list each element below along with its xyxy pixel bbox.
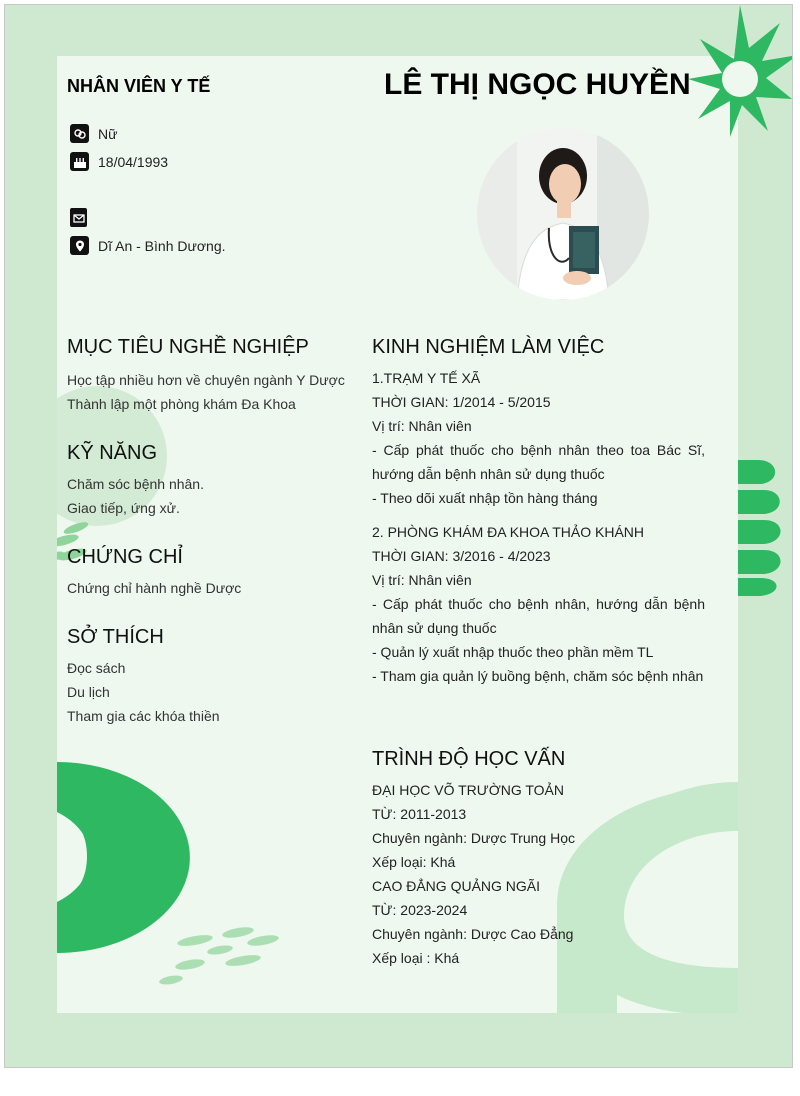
- experience-line: Vị trí: Nhân viên: [372, 418, 472, 434]
- experience-line: hướng dẫn bệnh nhân sử dụng thuốc: [372, 466, 605, 482]
- location-pin-icon: [70, 236, 89, 255]
- objective-line: Thành lập một phòng khám Đa Khoa: [67, 396, 296, 412]
- stripe-decor: [738, 460, 793, 600]
- candidate-name: LÊ THỊ NGỌC HUYỀN: [384, 68, 691, 101]
- birthday-value: 18/04/1993: [98, 154, 169, 170]
- experience-line: - Tham gia quản lý buồng bệnh, chăm sóc bệnh nhân: [372, 668, 704, 684]
- experience-line: Vị trí: Nhân viên: [372, 572, 472, 588]
- experience-line: nhân sử dụng thuốc: [372, 620, 497, 636]
- hobbies-line: Tham gia các khóa thiền: [67, 708, 220, 724]
- certificates-heading: CHỨNG CHỈ: [67, 546, 183, 568]
- education-line: Xếp loại : Khá: [372, 950, 460, 966]
- hobbies-line: Đọc sách: [67, 660, 126, 676]
- address-value: Dĩ An - Bình Dương.: [98, 238, 226, 254]
- job-title: NHÂN VIÊN Y TẾ: [67, 76, 211, 96]
- experience-line: - Cấp phát thuốc cho bệnh nhân theo toa Bác Sĩ,: [372, 442, 705, 458]
- education-line: TỪ: 2011-2013: [372, 806, 467, 822]
- experience-heading: KINH NGHIỆM LÀM VIỆC: [372, 336, 605, 358]
- skills-line: Giao tiếp, ứng xử.: [67, 500, 180, 516]
- gender-value: Nữ: [98, 126, 118, 142]
- resume-card: [57, 56, 738, 1013]
- objective-line: Học tập nhiều hơn về chuyên ngành Y Dược: [67, 372, 345, 388]
- starburst-decor: [685, 5, 793, 145]
- education-heading: TRÌNH ĐỘ HỌC VẤN: [372, 748, 566, 770]
- education-line: CAO ĐẲNG QUẢNG NGÃI: [372, 878, 541, 894]
- education-line: Chuyên ngành: Dược Trung Học: [372, 830, 575, 846]
- experience-line: THỜI GIAN: 1/2014 - 5/2015: [372, 394, 551, 410]
- experience-line: - Cấp phát thuốc cho bệnh nhân, hướng dẫn bệnh: [372, 596, 705, 612]
- mail-icon: [70, 208, 87, 227]
- education-line: ĐẠI HỌC VÕ TRƯỜNG TOẢN: [372, 782, 564, 798]
- avatar: [477, 128, 649, 300]
- certificates-line: Chứng chỉ hành nghề Dược: [67, 580, 242, 596]
- experience-line: THỜI GIAN: 3/2016 - 4/2023: [372, 548, 551, 564]
- experience-line: - Theo dõi xuất nhập tồn hàng tháng: [372, 490, 598, 506]
- hobbies-line: Du lịch: [67, 684, 110, 700]
- skills-line: Chăm sóc bệnh nhân.: [67, 476, 204, 492]
- experience-line: 2. PHÒNG KHÁM ĐA KHOA THẢO KHÁNH: [372, 524, 645, 540]
- objective-heading: MỤC TIÊU NGHỀ NGHIỆP: [67, 336, 309, 358]
- education-line: TỪ: 2023-2024: [372, 902, 468, 918]
- cake-icon: [70, 152, 89, 171]
- experience-line: 1.TRẠM Y TẾ XÃ: [372, 370, 481, 386]
- experience-line: - Quản lý xuất nhập thuốc theo phần mềm TL: [372, 644, 654, 660]
- education-line: Xếp loại: Khá: [372, 854, 456, 870]
- education-line: Chuyên ngành: Dược Cao Đẳng: [372, 926, 574, 942]
- skills-heading: KỸ NĂNG: [67, 442, 158, 464]
- page-background: [4, 4, 793, 1068]
- gender-icon: [70, 124, 89, 143]
- hobbies-heading: SỞ THÍCH: [67, 626, 164, 648]
